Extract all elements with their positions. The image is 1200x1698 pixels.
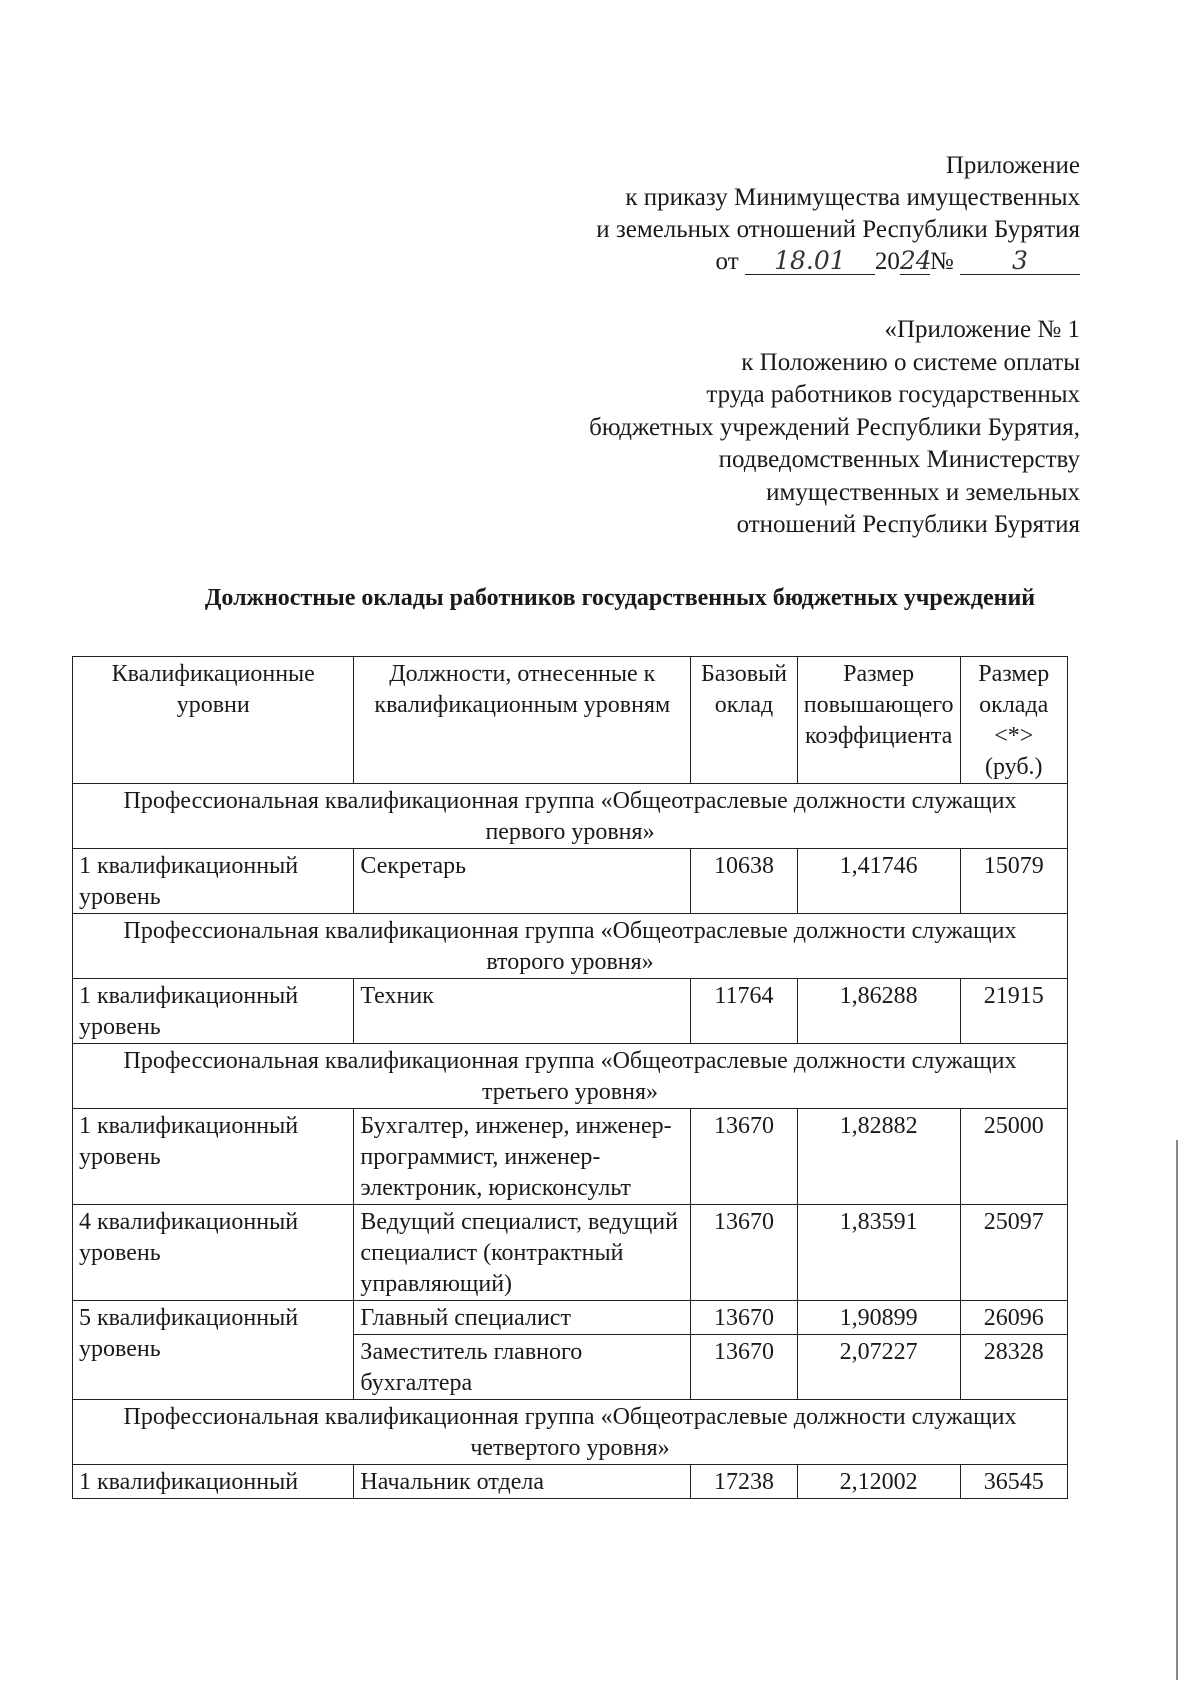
base-salary-cell: 13670 [691, 1205, 798, 1301]
group-row [73, 1400, 1068, 1465]
position-cell: Начальник отдела [354, 1465, 691, 1499]
table-row [73, 1465, 1068, 1499]
group-row [73, 1044, 1068, 1109]
coefficient-cell: 1,86288 [797, 979, 960, 1044]
level-cell: 5 квалификационный уровень [73, 1301, 354, 1400]
year-prefix: 20 [874, 248, 900, 275]
position-cell: Ведущий специалист, ведущий специалист (контрактный управляющий) [354, 1205, 691, 1301]
position-header-line: труда работников государственных [706, 381, 1080, 408]
handwritten-date: 18.01 [745, 248, 875, 275]
position-header-line: подведомственных Министерству [718, 446, 1080, 473]
coefficient-cell: 1,83591 [797, 1205, 960, 1301]
salary-table [72, 656, 1068, 1499]
group-title: Профессиональная квалификационная группа «Общеотраслевые должности служащих четвертого уровня» [73, 1400, 1068, 1465]
appendix-line: к приказу Минимущества имущественных [625, 184, 1080, 211]
position-header-line: «Приложение № 1 [884, 316, 1080, 343]
group-title: Профессиональная квалификационная группа «Общеотраслевые должности служащих второго уровня» [73, 914, 1068, 979]
group-title: Профессиональная квалификационная группа «Общеотраслевые должности служащих первого уровня» [73, 784, 1068, 849]
group-row [73, 914, 1068, 979]
header-salary: Размер оклада <*> (руб.) [960, 657, 1068, 784]
table-header-row [73, 657, 1068, 784]
position-cell: Секретарь [354, 849, 691, 914]
level-cell: 1 квалификационный [73, 1465, 354, 1499]
position-cell: Заместитель главного бухгалтера [354, 1335, 691, 1400]
position-cell: Главный специалист [354, 1301, 691, 1335]
position-header-line: бюджетных учреждений Республики Бурятия, [589, 413, 1080, 441]
table-row [73, 1301, 1068, 1335]
table-row [73, 979, 1068, 1044]
level-cell: 1 квалификационный уровень [73, 849, 354, 914]
table-row [73, 1109, 1068, 1205]
base-salary-cell: 13670 [691, 1301, 798, 1335]
group-row [73, 784, 1068, 849]
coefficient-cell: 1,90899 [797, 1301, 960, 1335]
salary-cell: 25097 [960, 1205, 1068, 1301]
group-title: Профессиональная квалификационная группа «Общеотраслевые должности служащих третьего уровня» [73, 1044, 1068, 1109]
coefficient-cell: 2,12002 [797, 1465, 960, 1499]
header-coefficient: Размер повышающего коэффициента [797, 657, 960, 784]
header-base-salary: Базовый оклад [691, 657, 798, 784]
salary-cell: 15079 [960, 849, 1068, 914]
salary-cell: 28328 [960, 1335, 1068, 1400]
salary-cell: 26096 [960, 1301, 1068, 1335]
base-salary-cell: 11764 [691, 979, 798, 1044]
header-positions: Должности, отнесенные к квалификационным уровням [354, 657, 691, 784]
position-header-line: отношений Республики Бурятия [736, 511, 1080, 538]
base-salary-cell: 13670 [691, 1109, 798, 1205]
base-salary-cell: 13670 [691, 1335, 798, 1400]
level-cell: 1 квалификационный уровень [73, 979, 354, 1044]
position-cell: Техник [354, 979, 691, 1044]
coefficient-cell: 2,07227 [797, 1335, 960, 1400]
salary-cell: 36545 [960, 1465, 1068, 1499]
position-cell: Бухгалтер, инженер, инженер-программист, инженер-электроник, юрисконсульт [354, 1109, 691, 1205]
appendix-line: и земельных отношений Республики Бурятия [596, 216, 1080, 243]
handwritten-year: 24 [899, 246, 932, 275]
document-title: Должностные оклады работников государственных бюджетных учреждений [204, 585, 1036, 611]
salary-cell: 25000 [960, 1109, 1068, 1205]
base-salary-cell: 17238 [691, 1465, 798, 1499]
table-row [73, 849, 1068, 914]
number-sign: № [929, 248, 954, 275]
scan-edge-mark [1176, 1140, 1178, 1680]
position-header-line: к Положению о системе оплаты [741, 348, 1080, 376]
order-date-line [716, 246, 1080, 278]
coefficient-cell: 1,41746 [797, 849, 960, 914]
coefficient-cell: 1,82882 [797, 1109, 960, 1205]
position-header-line: имущественных и земельных [766, 478, 1080, 506]
header-levels: Квалификационные уровни [73, 657, 354, 784]
position-header [589, 314, 1080, 542]
date-prefix: от [715, 248, 739, 275]
level-cell: 1 квалификационный уровень [73, 1109, 354, 1205]
appendix-line: Приложение [945, 152, 1080, 179]
handwritten-number: 3 [960, 248, 1080, 275]
table-row [73, 1205, 1068, 1301]
level-cell: 4 квалификационный уровень [73, 1205, 354, 1301]
appendix-header [596, 150, 1080, 278]
salary-cell: 21915 [960, 979, 1068, 1044]
base-salary-cell: 10638 [691, 849, 798, 914]
